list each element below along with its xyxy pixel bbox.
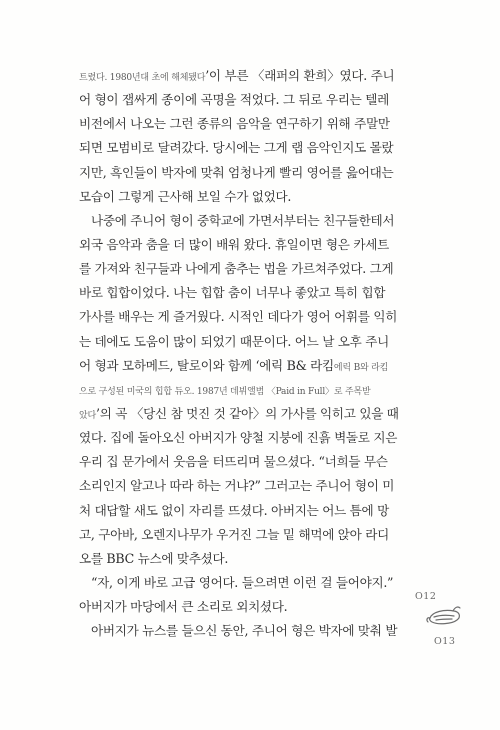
page-number-left: O12 — [415, 591, 437, 602]
line-text: 였다. 집에 돌아오신 아버지가 양철 지붕에 진흙 벽돌로 지은 — [79, 430, 398, 446]
line-text: 처 대답할 새도 없이 자리를 뜨셨다. 아버지는 어느 틈에 망 — [79, 502, 389, 518]
line-text: ’이 부른 〈래퍼의 환희〉였다. 주니 — [205, 68, 395, 83]
line-text: 를 가져와 친구들과 나에게 춤추는 법을 가르쳐주었다. 그게 — [79, 261, 394, 277]
text-line — [79, 161, 409, 185]
footnote-text: 았다 — [79, 410, 96, 421]
footnote-text: 트렸다. 1980년대 초에 해체됐다 — [79, 73, 206, 83]
line-text: 는 데에도 도움이 많이 되었기 때문이다. 어느 날 오후 주니 — [79, 333, 389, 349]
text-line — [79, 378, 409, 402]
footnote-text: 에릭 B와 라킴 — [333, 362, 389, 373]
text-line — [79, 499, 409, 523]
body-text — [79, 64, 409, 643]
line-text: 지만, 흑인들이 박자에 맞춰 엄청나게 빨리 영어를 읊어대는 — [79, 164, 394, 180]
text-line — [79, 523, 409, 547]
text-line — [79, 426, 409, 450]
text-line — [79, 257, 409, 281]
line-text: 모습이 그렇게 근사해 보일 수가 없었다. — [79, 188, 292, 204]
line-text: 우리 집 문가에서 웃음을 터뜨리며 물으셨다. “너희들 무슨 — [79, 454, 388, 470]
text-line — [79, 209, 409, 233]
line-text: 고, 구아바, 오렌지나무가 우거진 그늘 밑 해먹에 앉아 라디 — [79, 526, 389, 542]
footnote-text: 으로 구성된 미국의 힙합 듀오. 1987년 데뷔앨범 〈Paid in Full〉로 주목받 — [79, 386, 371, 397]
line-text: 비전에서 나오는 그런 종류의 음악을 연구하기 위해 주말만 — [79, 116, 390, 132]
line-text: 외국 음악과 춤을 더 많이 배워 왔다. 휴일이면 형은 카세트 — [79, 236, 389, 252]
line-text: 아버지가 마당에서 큰 소리로 외치셨다. — [79, 599, 288, 615]
page-number-right: O13 — [434, 636, 456, 647]
line-text: 되면 모범비로 달려갔다. 당시에는 그게 랩 음악인지도 몰랐 — [79, 140, 394, 156]
line-text: 오를 BBC 뉴스에 맞추셨다. — [79, 550, 229, 566]
text-line — [79, 330, 409, 354]
line-text: ’의 곡 〈당신 참 멋진 것 같아〉의 가사를 익히고 있을 때 — [96, 405, 399, 421]
line-text: 바로 힙합이었다. 나는 힙합 춤이 너무나 좋았고 특히 힙합 — [79, 285, 386, 301]
text-line — [79, 595, 409, 619]
text-line — [79, 64, 409, 88]
text-line — [79, 474, 409, 498]
text-line — [79, 136, 409, 160]
jar-ornament-icon — [424, 598, 464, 634]
text-line — [79, 233, 409, 257]
text-line — [79, 305, 409, 329]
text-line — [79, 619, 409, 643]
line-text: “자, 이게 바로 고급 영어다. 들으려면 이런 걸 들어야지.” — [91, 574, 394, 590]
text-line — [79, 281, 409, 305]
line-text: 나중에 주니어 형이 중학교에 가면서부터는 친구들한테서 — [91, 212, 395, 228]
line-text: 아버지가 뉴스를 들으신 동안, 주니어 형은 박자에 맞춰 발 — [91, 623, 398, 639]
text-line — [79, 547, 409, 571]
text-line — [79, 112, 409, 136]
text-line — [79, 571, 409, 595]
text-line — [79, 450, 409, 474]
text-line — [79, 354, 409, 378]
line-text: 가사를 배우는 게 즐거웠다. 시적인 데다가 영어 어휘를 익히 — [79, 309, 398, 325]
text-line — [79, 88, 409, 112]
line-text: 어 형이 잽싸게 종이에 곡명을 적었다. 그 뒤로 우리는 텔레 — [79, 92, 389, 108]
line-text: 소리인지 알고나 따라 하는 거냐?” 그러고는 주니어 형이 미 — [79, 478, 395, 494]
text-line — [79, 402, 409, 426]
text-line — [79, 185, 409, 209]
line-text: 어 형과 모하메드, 탈로이와 함께 ‘에릭 B& 라킴 — [79, 357, 334, 373]
